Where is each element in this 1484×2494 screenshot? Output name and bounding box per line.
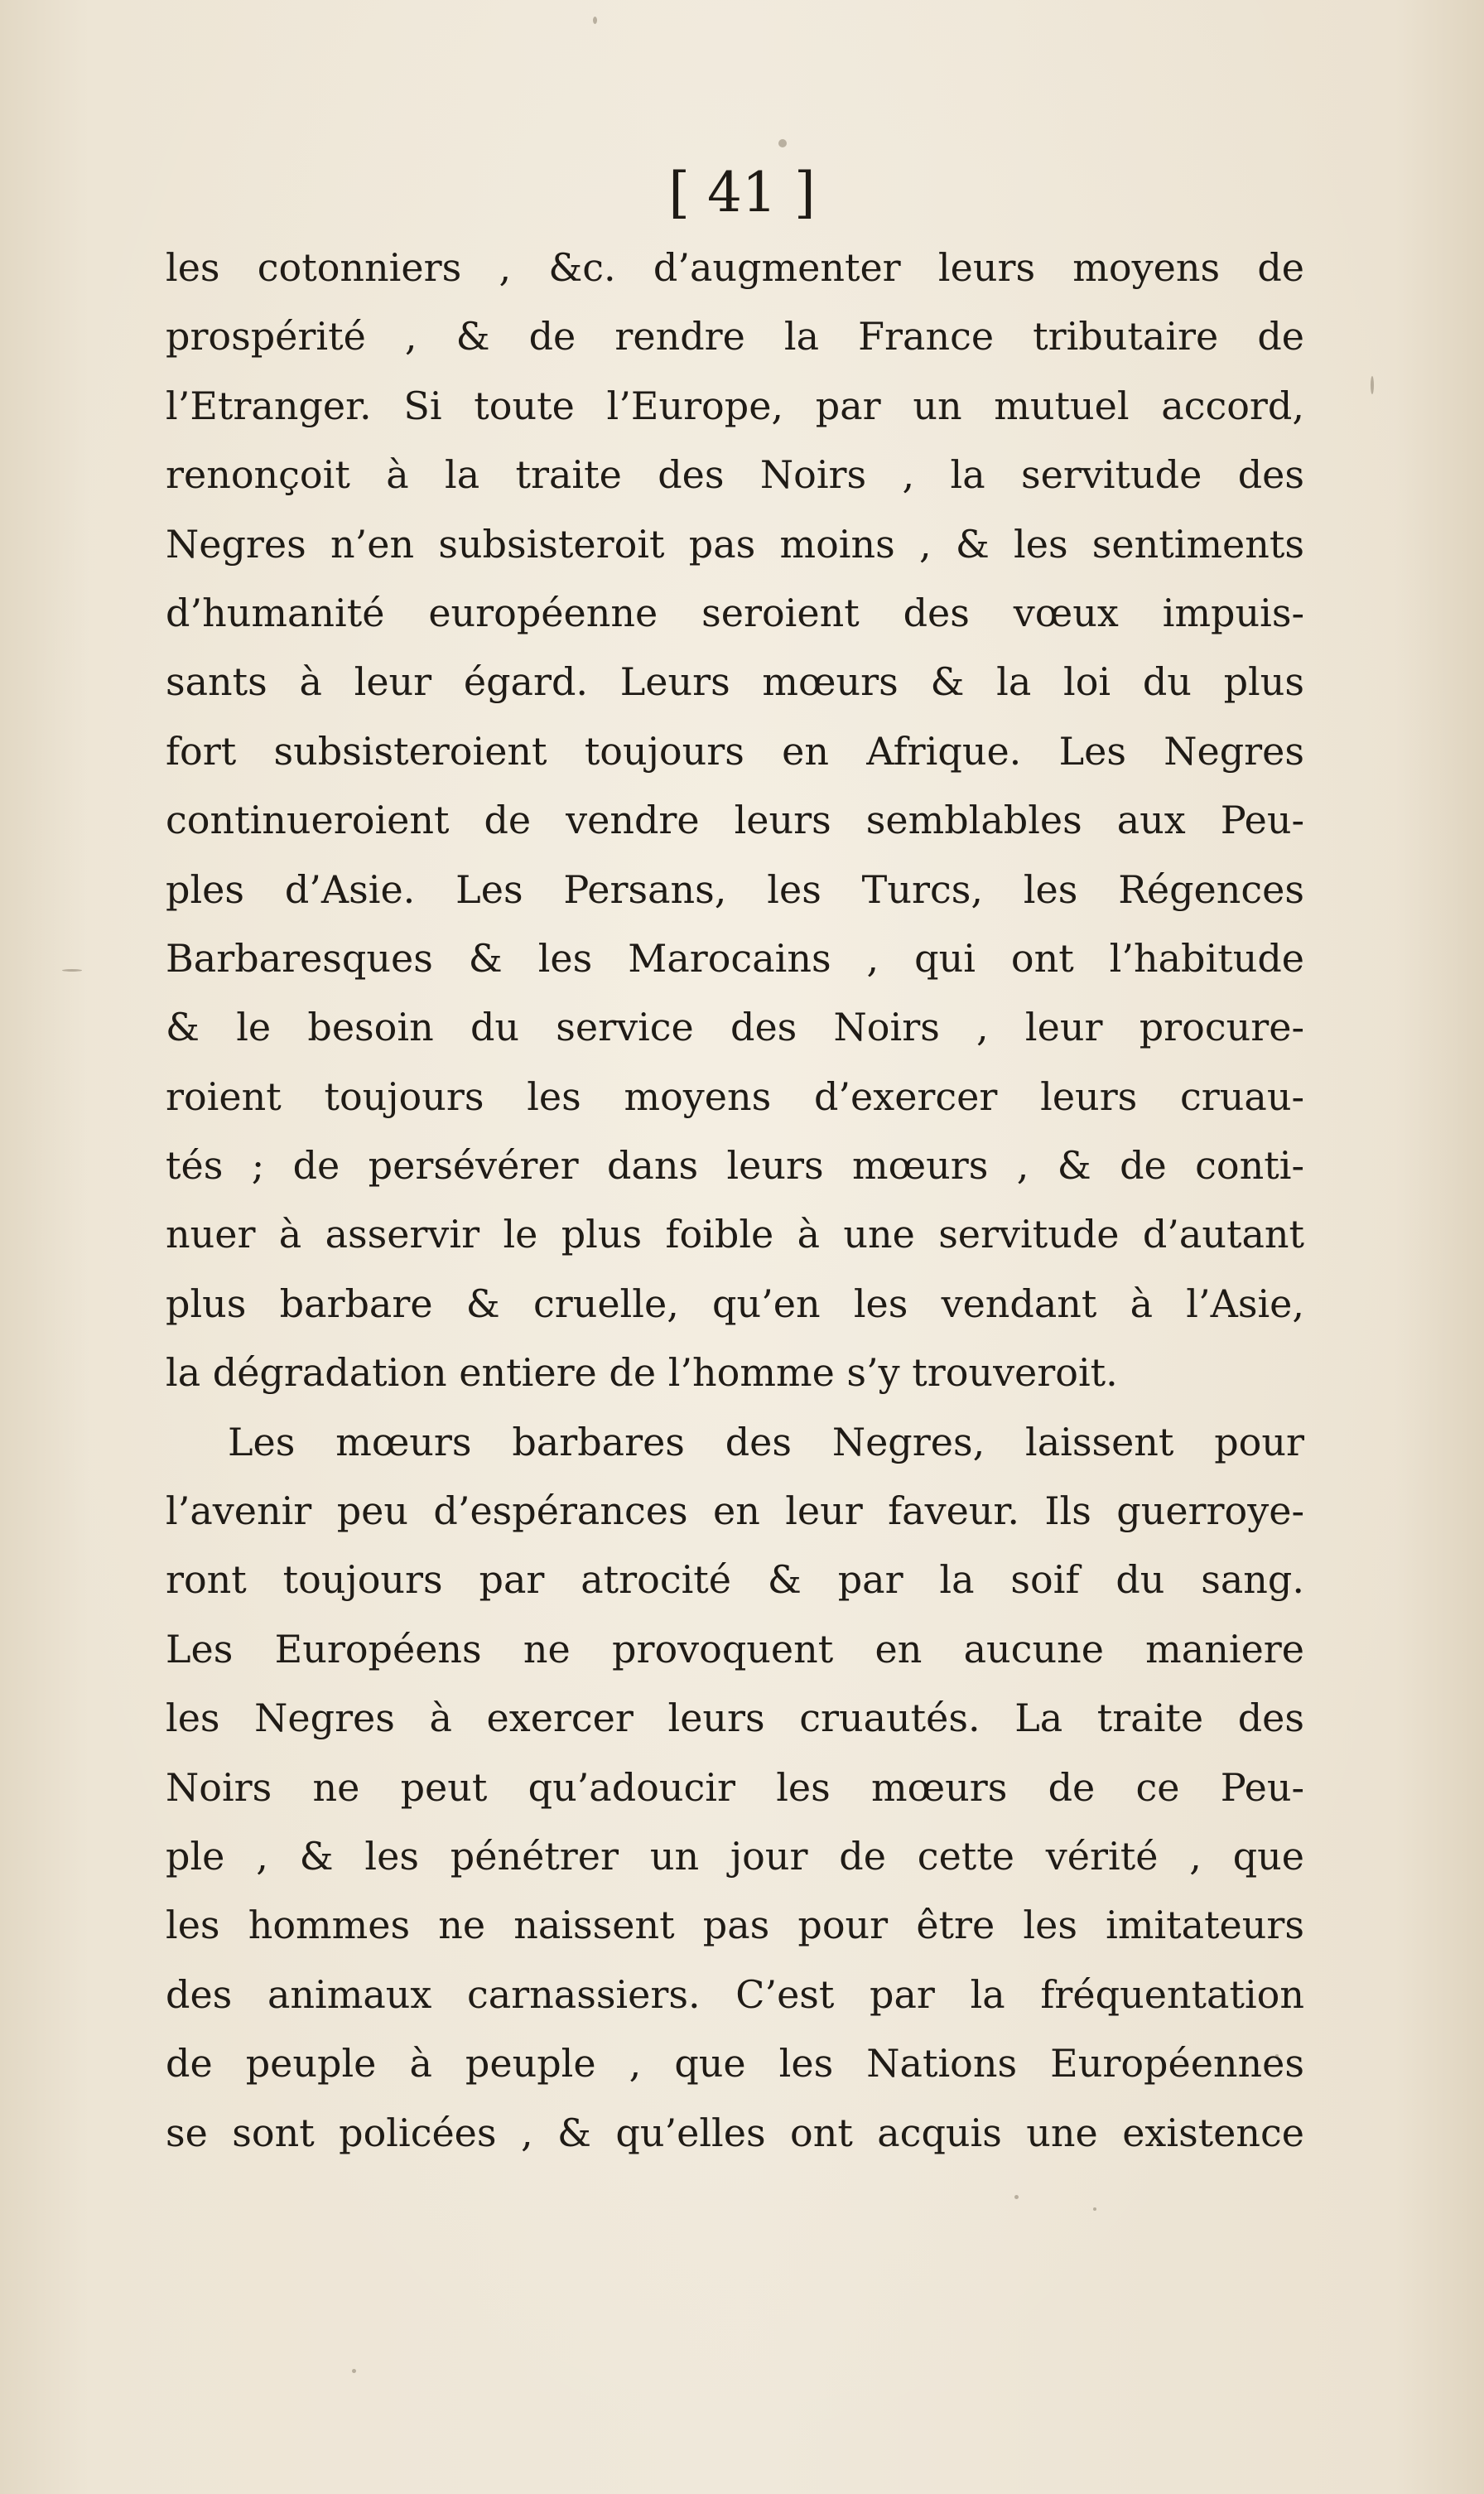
text-line: d’humanité européenne seroient des vœux impuis- <box>166 590 1304 635</box>
text-line: prospérité , & de rendre la France tributaire de <box>166 314 1304 359</box>
paper-speck <box>1014 2195 1019 2199</box>
text-line: l’Etranger. Si toute l’Europe, par un mutuel accord, <box>166 383 1304 428</box>
body-text <box>166 234 1304 2168</box>
text-line: ples d’Asie. Les Persans, les Turcs, les Régences <box>166 866 1304 912</box>
text-line: sants à leur égard. Leurs mœurs & la loi du plus <box>166 659 1304 705</box>
text-line: la dégradation entiere de l’homme s’y trouveroit. <box>166 1350 1118 1396</box>
text-line: fort subsisteroient toujours en Afrique. Les Negres <box>166 728 1304 774</box>
text-line: nuer à asservir le plus foible à une servitude d’autant <box>166 1212 1304 1257</box>
text-line: Les mœurs barbares des Negres, laissent pour <box>228 1419 1304 1464</box>
text-line: les cotonniers , &c. d’augmenter leurs moyens de <box>166 245 1304 290</box>
paper-speck <box>593 17 597 24</box>
text-line: ple , & les pénétrer un jour de cette vérité , que <box>166 1833 1304 1879</box>
page-number: [ 41 ] <box>668 161 816 224</box>
text-line: tés ; de persévérer dans leurs mœurs , & de conti- <box>166 1143 1304 1189</box>
text-line: se sont policées , & qu’elles ont acquis une existence <box>166 2110 1304 2155</box>
text-line: les hommes ne naissent pas pour être les imitateurs <box>166 1903 1304 1948</box>
text-line: Noirs ne peut qu’adoucir les mœurs de ce Peu- <box>166 1764 1304 1810</box>
text-line: renonçoit à la traite des Noirs , la servitude des <box>166 452 1304 498</box>
paper-speck <box>1371 376 1374 394</box>
text-line: & le besoin du service des Noirs , leur procure- <box>166 1005 1304 1050</box>
text-line: plus barbare & cruelle, qu’en les vendant à l’Asie, <box>166 1281 1304 1326</box>
text-line: roient toujours les moyens d’exercer leurs cruau- <box>166 1073 1304 1119</box>
text-line: l’avenir peu d’espérances en leur faveur. Ils guerroye- <box>166 1488 1304 1534</box>
text-line: continueroient de vendre leurs semblables aux Peu- <box>166 798 1304 843</box>
text-line: des animaux carnassiers. C’est par la fréquentation <box>166 1971 1304 2017</box>
text-line: de peuple à peuple , que les Nations Européennes <box>166 2041 1304 2086</box>
paper-speck <box>352 2369 356 2373</box>
text-line: les Negres à exercer leurs cruautés. La traite des <box>166 1696 1304 1741</box>
paper-speck <box>1093 2207 1096 2211</box>
text-line: Les Européens ne provoquent en aucune maniere <box>166 1626 1304 1672</box>
paper-speck <box>778 139 787 147</box>
text-line: ront toujours par atrocité & par la soif du sang. <box>166 1557 1304 1603</box>
text-line: Negres n’en subsisteroit pas moins , & les sentiments <box>166 521 1304 567</box>
text-line: Barbaresques & les Marocains , qui ont l’habitude <box>166 935 1304 981</box>
paper-speck <box>62 969 82 972</box>
